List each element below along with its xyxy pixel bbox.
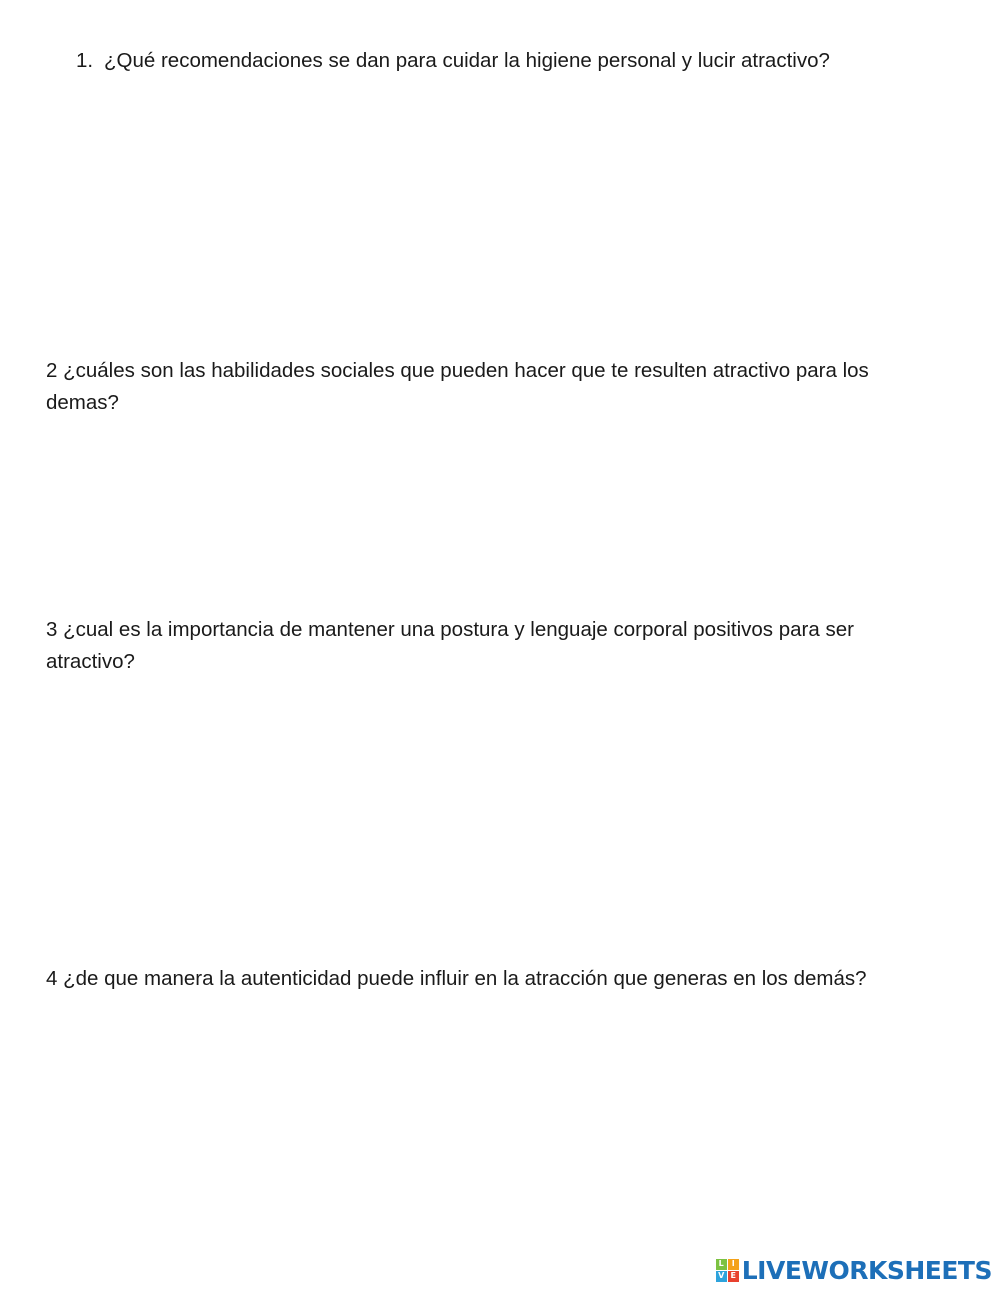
answer-area-3[interactable] <box>46 684 946 954</box>
liveworksheets-logo-icon <box>716 1259 739 1282</box>
question-1-text: ¿Qué recomendaciones se dan para cuidar la higiene personal y lucir atractivo? <box>104 49 830 72</box>
brand-name: LIVEWORKSHEETS <box>741 1255 992 1285</box>
answer-area-2[interactable] <box>46 425 946 605</box>
liveworksheets-brand <box>716 1256 992 1284</box>
question-1 <box>76 45 976 77</box>
logo-letter-e: E <box>728 1271 739 1282</box>
logo-letter-i: I <box>728 1259 739 1270</box>
question-4 <box>46 963 946 995</box>
question-1-number: 1. <box>76 49 94 72</box>
question-4-text: 4 ¿de que manera la autenticidad puede influir en la atracción que generas en los demás? <box>46 967 867 990</box>
logo-letter-l: L <box>716 1259 727 1270</box>
question-3-text: 3 ¿cual es la importancia de mantener una postura y lenguaje corporal positivos para ser atractivo? <box>46 618 854 673</box>
answer-area-4[interactable] <box>46 1003 946 1243</box>
question-2-text: 2 ¿cuáles son las habilidades sociales que pueden hacer que te resulten atractivo para los demas? <box>46 359 869 414</box>
question-2 <box>46 355 946 419</box>
answer-area-1[interactable] <box>46 85 946 345</box>
logo-letter-v: V <box>716 1271 727 1282</box>
question-3 <box>46 614 946 678</box>
